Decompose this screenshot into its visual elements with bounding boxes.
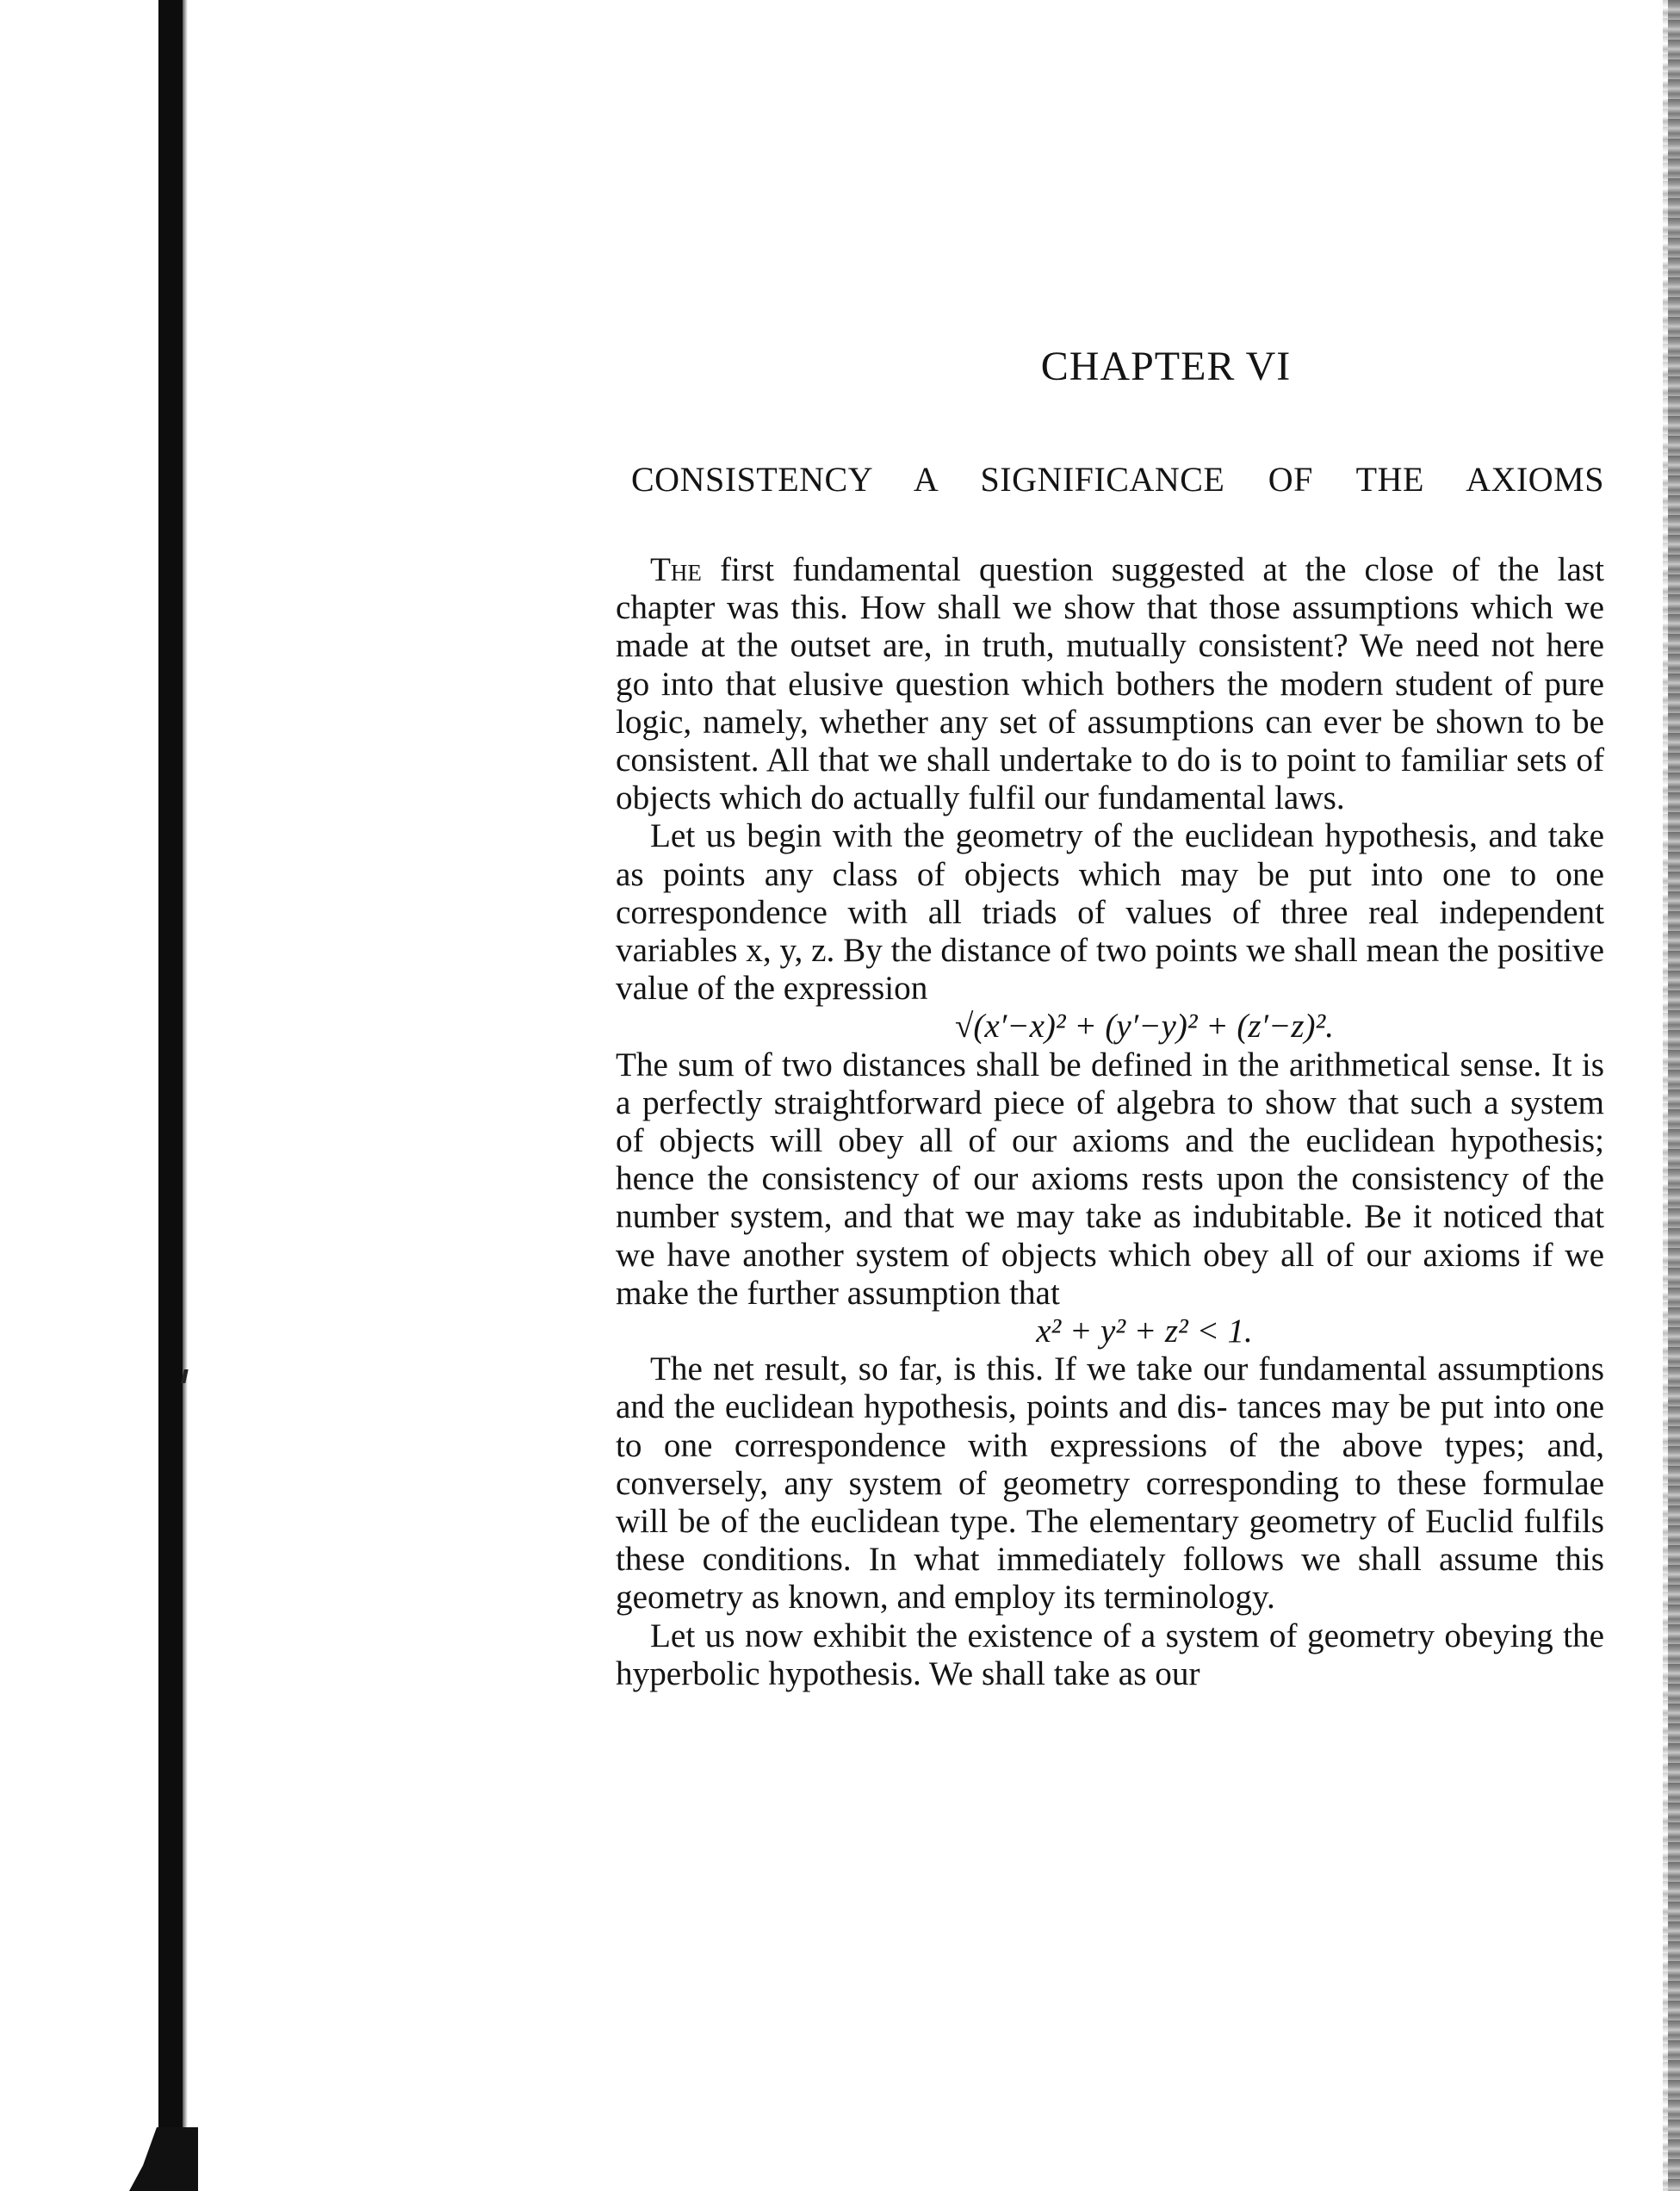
chapter-title: CHAPTER VI bbox=[1040, 344, 1292, 389]
formula-sphere: x² + y² + z² < 1. bbox=[1036, 1313, 1253, 1350]
paragraph-1 bbox=[616, 551, 1604, 817]
paragraph-1-text: first fundamental question suggested at the close of the last chapter was this. How shall we show that those assumptions which we made at the outset are, in truth, mutually consistent? We need not here go into that elusive question which bothers the modern student of pure logic, namely, whether any set of assumptions can ever be shown to be consistent. All that we shall undertake to do is to point to familiar sets of objects which do actually fulfil our fundamental laws. bbox=[616, 551, 1604, 817]
book-spine-shadow bbox=[158, 0, 183, 2191]
paragraph-4: The net result, so far, is this. If we take our fundamental assumptions and the euclidean hypothesis, points and dis- tances may be put into one to one correspondence with expressions of the above types; and, conversely, any system of geometry corresponding to these formulae will be of the euclidean type. The elementary geometry of Euclid fulfils these conditions. In what immediately follows we shall assume this geometry as known, and employ its terminology. bbox=[616, 1350, 1604, 1617]
spine-foot-shadow bbox=[129, 2127, 198, 2191]
spine-fringe bbox=[183, 0, 188, 2191]
body-text bbox=[616, 551, 1604, 1693]
paragraph-5: Let us now exhibit the existence of a system of geometry obeying the hyperbolic hypothesis. We shall take as our bbox=[616, 1617, 1604, 1692]
formula-distance: √(x′−x)² + (y′−y)² + (z′−z)². bbox=[955, 1008, 1334, 1046]
paragraph-2: Let us begin with the geometry of the euclidean hypothesis, and take as points any class of objects which may be put into one to one correspondence with all triads of values of three real independent variables x, y, z. By the distance of two points we shall mean the positive value of the expression bbox=[616, 817, 1604, 1008]
page-edge-right bbox=[1668, 0, 1680, 2191]
chapter-subtitle: CONSISTENCY A SIGNIFICANCE OF THE AXIOMS bbox=[631, 460, 1604, 499]
paragraph-1-lead: The bbox=[650, 551, 702, 588]
paragraph-3: The sum of two distances shall be defined in the arithmetical sense. It is a perfectly straightforward piece of algebra to show that such a system of objects will obey all of our axioms and the euclidean hypothesis; hence the consistency of our axioms rests upon the consistency of the number system, and that we may take as indubitable. Be it noticed that we have another system of objects which obey all of our axioms if we make the further assumption that bbox=[616, 1046, 1604, 1312]
